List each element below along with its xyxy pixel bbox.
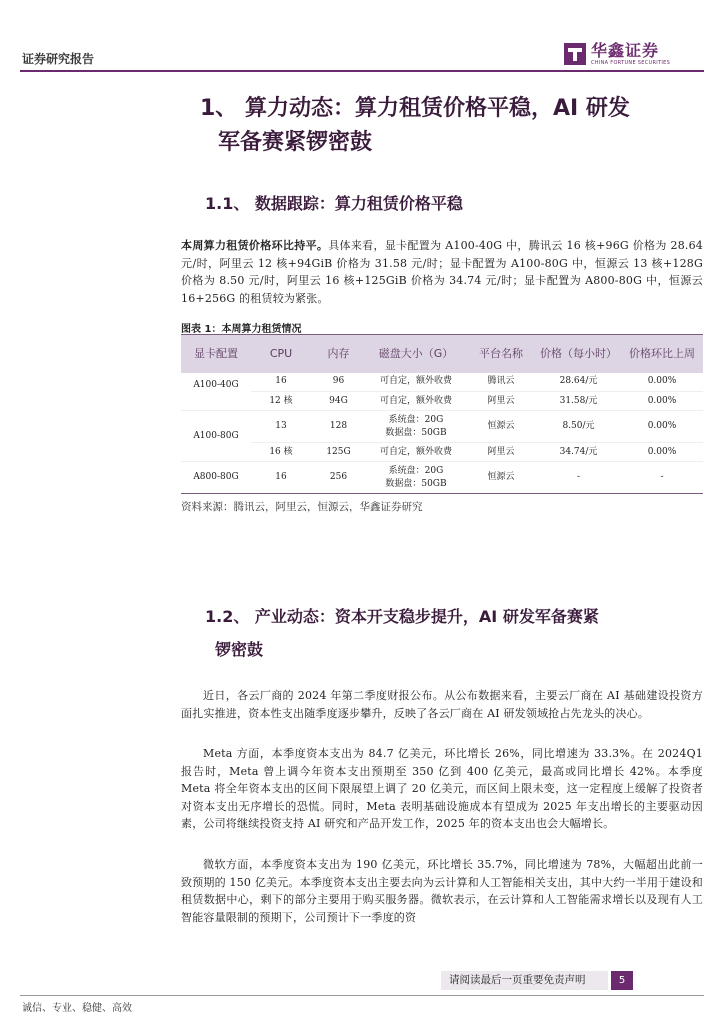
cell-price: 28.64/元 xyxy=(536,373,621,392)
subsection-1-2-title xyxy=(205,600,705,666)
report-type-label: 证券研究报告 xyxy=(22,52,95,66)
cell-platform: 腾讯云 xyxy=(466,373,536,392)
table-row xyxy=(181,392,703,411)
cell-platform: 阿里云 xyxy=(466,443,536,462)
cell-change: 0.00% xyxy=(621,373,703,392)
subsection-1-2-title-line2: 锣密鼓 xyxy=(215,640,264,659)
section-1-title-line1: 1、 算力动态：算力租赁价格平稳，AI 研发 xyxy=(200,96,630,121)
cell-memory: 256 xyxy=(311,462,366,494)
table-title: 图表 1：本周算力租赁情况 xyxy=(181,324,302,335)
cell-cpu: 13 xyxy=(251,411,311,443)
col-header-platform: 平台名称 xyxy=(466,335,536,373)
header-divider xyxy=(20,70,704,72)
cell-cpu: 12 核 xyxy=(251,392,311,411)
cell-gpu: A100-80G xyxy=(193,430,239,441)
cell-price: - xyxy=(536,462,621,494)
table-source: 资料来源：腾讯云，阿里云，恒源云，华鑫证券研究 xyxy=(181,501,423,513)
logo-name-cn: 华鑫证券 xyxy=(591,41,660,60)
cell-change: - xyxy=(621,462,703,494)
col-header-price: 价格（每小时） xyxy=(536,335,621,373)
rental-summary-paragraph xyxy=(181,237,703,307)
cell-change: 0.00% xyxy=(621,411,703,443)
col-header-change: 价格环比上周 xyxy=(621,335,703,373)
cell-gpu: A100-40G xyxy=(193,379,239,390)
table-row xyxy=(181,411,703,443)
cell-change: 0.00% xyxy=(621,392,703,411)
col-header-disk: 磁盘大小（G） xyxy=(366,335,466,373)
cell-disk-data: 数据盘：50GB xyxy=(385,427,447,438)
table-header-row xyxy=(181,335,703,373)
cell-platform: 阿里云 xyxy=(466,392,536,411)
rental-summary-body: 具体来看，显卡配置为 A100-40G 中，腾讯云 16 核+96G 价格为 28.64 元/时，阿里云 12 核+94GiB 价格为 31.58 元/时；显卡配置为 A100-80G 中，恒源云 13 核+128G 价格为 8.50 元/时，阿里云 16 核+125GiB 价格为 34.74 元/时；显卡配置为 A800-80G 中，恒源云 16+256G 的租赁较为紧张。 xyxy=(181,239,703,305)
page-number: 5 xyxy=(611,971,633,990)
footer-divider xyxy=(20,995,704,996)
cell-memory: 96 xyxy=(311,373,366,392)
cell-disk: 可自定，额外收费 xyxy=(366,443,466,462)
col-header-memory: 内存 xyxy=(311,335,366,373)
cell-memory: 125G xyxy=(311,443,366,462)
cell-price: 31.58/元 xyxy=(536,392,621,411)
cell-gpu xyxy=(181,392,251,411)
logo-name-en: CHINA FORTUNE SECURITIES xyxy=(591,60,671,66)
meta-capex-paragraph: Meta 方面，本季度资本支出为 84.7 亿美元，环比增长 26%，同比增速为 33.3%。在 2024Q1 报告时，Meta 曾上调今年资本支出预期至 350 亿到 400 亿美元，最高或同比增长 42%。本季度 Meta 将全年资本支出的区间下限展望上调了 20 亿美元，而区间上限未变，这一定程度上缓解了投资者对资本支出无序增长的恐慌。同时，Meta 表明基础设施成本有望成为 2025 年支出增长的主要驱动因素，公司将继续投资支持 AI 研究和产品开发工作，2025 年的资本支出也会大幅增长。 xyxy=(181,747,703,830)
cell-disk: 可自定，额外收费 xyxy=(366,392,466,411)
section-1-title-line2: 军备赛紧锣密鼓 xyxy=(218,130,373,155)
cell-platform: 恒源云 xyxy=(466,411,536,443)
cell-disk xyxy=(366,411,466,443)
disclaimer-note: 请阅读最后一页重要免责声明 xyxy=(441,971,608,990)
cell-cpu: 16 xyxy=(251,462,311,494)
disclaimer-banner xyxy=(441,971,633,990)
cell-disk-system: 系统盘：20G xyxy=(388,414,444,425)
subsection-1-2-title-line1: 1.2、 产业动态：资本开支稳步提升，AI 研发军备赛紧 xyxy=(205,607,599,626)
cell-memory: 94G xyxy=(311,392,366,411)
cell-change: 0.00% xyxy=(621,443,703,462)
subsection-1-1-title: 1.1、 数据跟踪：算力租赁价格平稳 xyxy=(205,194,463,213)
table-row xyxy=(181,443,703,462)
cell-cpu: 16 核 xyxy=(251,443,311,462)
cell-cpu: 16 xyxy=(251,373,311,392)
cell-gpu xyxy=(181,443,251,462)
cell-price: 8.50/元 xyxy=(536,411,621,443)
table-row xyxy=(181,462,703,494)
company-logo xyxy=(564,42,670,66)
microsoft-capex-paragraph: 微软方面，本季度资本支出为 190 亿美元，环比增长 35.7%，同比增速为 78%，大幅超出此前一致预期的 150 亿美元。本季度资本支出主要去向为云计算和人工智能相关支出，其中大约一半用于建设和租赁数据中心，剩下的部分主要用于购买服务器。微软表示，在云计算和人工智能需求增长以及现有人工智能容量限制的预期下，公司预计下一季度的资 xyxy=(181,858,703,924)
company-motto: 诚信、专业、稳健、高效 xyxy=(22,1003,132,1014)
capex-intro-paragraph: 近日，各云厂商的 2024 年第二季度财报公布。从公布数据来看，主要云厂商在 AI 基础建设投资方面扎实推进，资本性支出随季度逐步攀升，反映了各云厂商在 AI 研发领域抢占先龙头的决心。 xyxy=(181,689,703,720)
logo-mark-icon xyxy=(564,43,586,65)
table-row xyxy=(181,373,703,392)
cell-disk-data: 数据盘：50GB xyxy=(385,478,447,489)
cell-disk: 可自定，额外收费 xyxy=(366,373,466,392)
cell-disk xyxy=(366,462,466,494)
cell-price: 34.74/元 xyxy=(536,443,621,462)
col-header-cpu: CPU xyxy=(251,335,311,373)
cell-gpu: A800-80G xyxy=(181,462,251,494)
cell-memory: 128 xyxy=(311,411,366,443)
col-header-gpu: 显卡配置 xyxy=(181,335,251,373)
rental-summary-lead: 本周算力租赁价格环比持平。 xyxy=(181,239,329,252)
section-1-title xyxy=(200,92,700,160)
cell-platform: 恒源云 xyxy=(466,462,536,494)
rental-table xyxy=(181,334,703,494)
cell-disk-system: 系统盘：20G xyxy=(388,465,444,476)
